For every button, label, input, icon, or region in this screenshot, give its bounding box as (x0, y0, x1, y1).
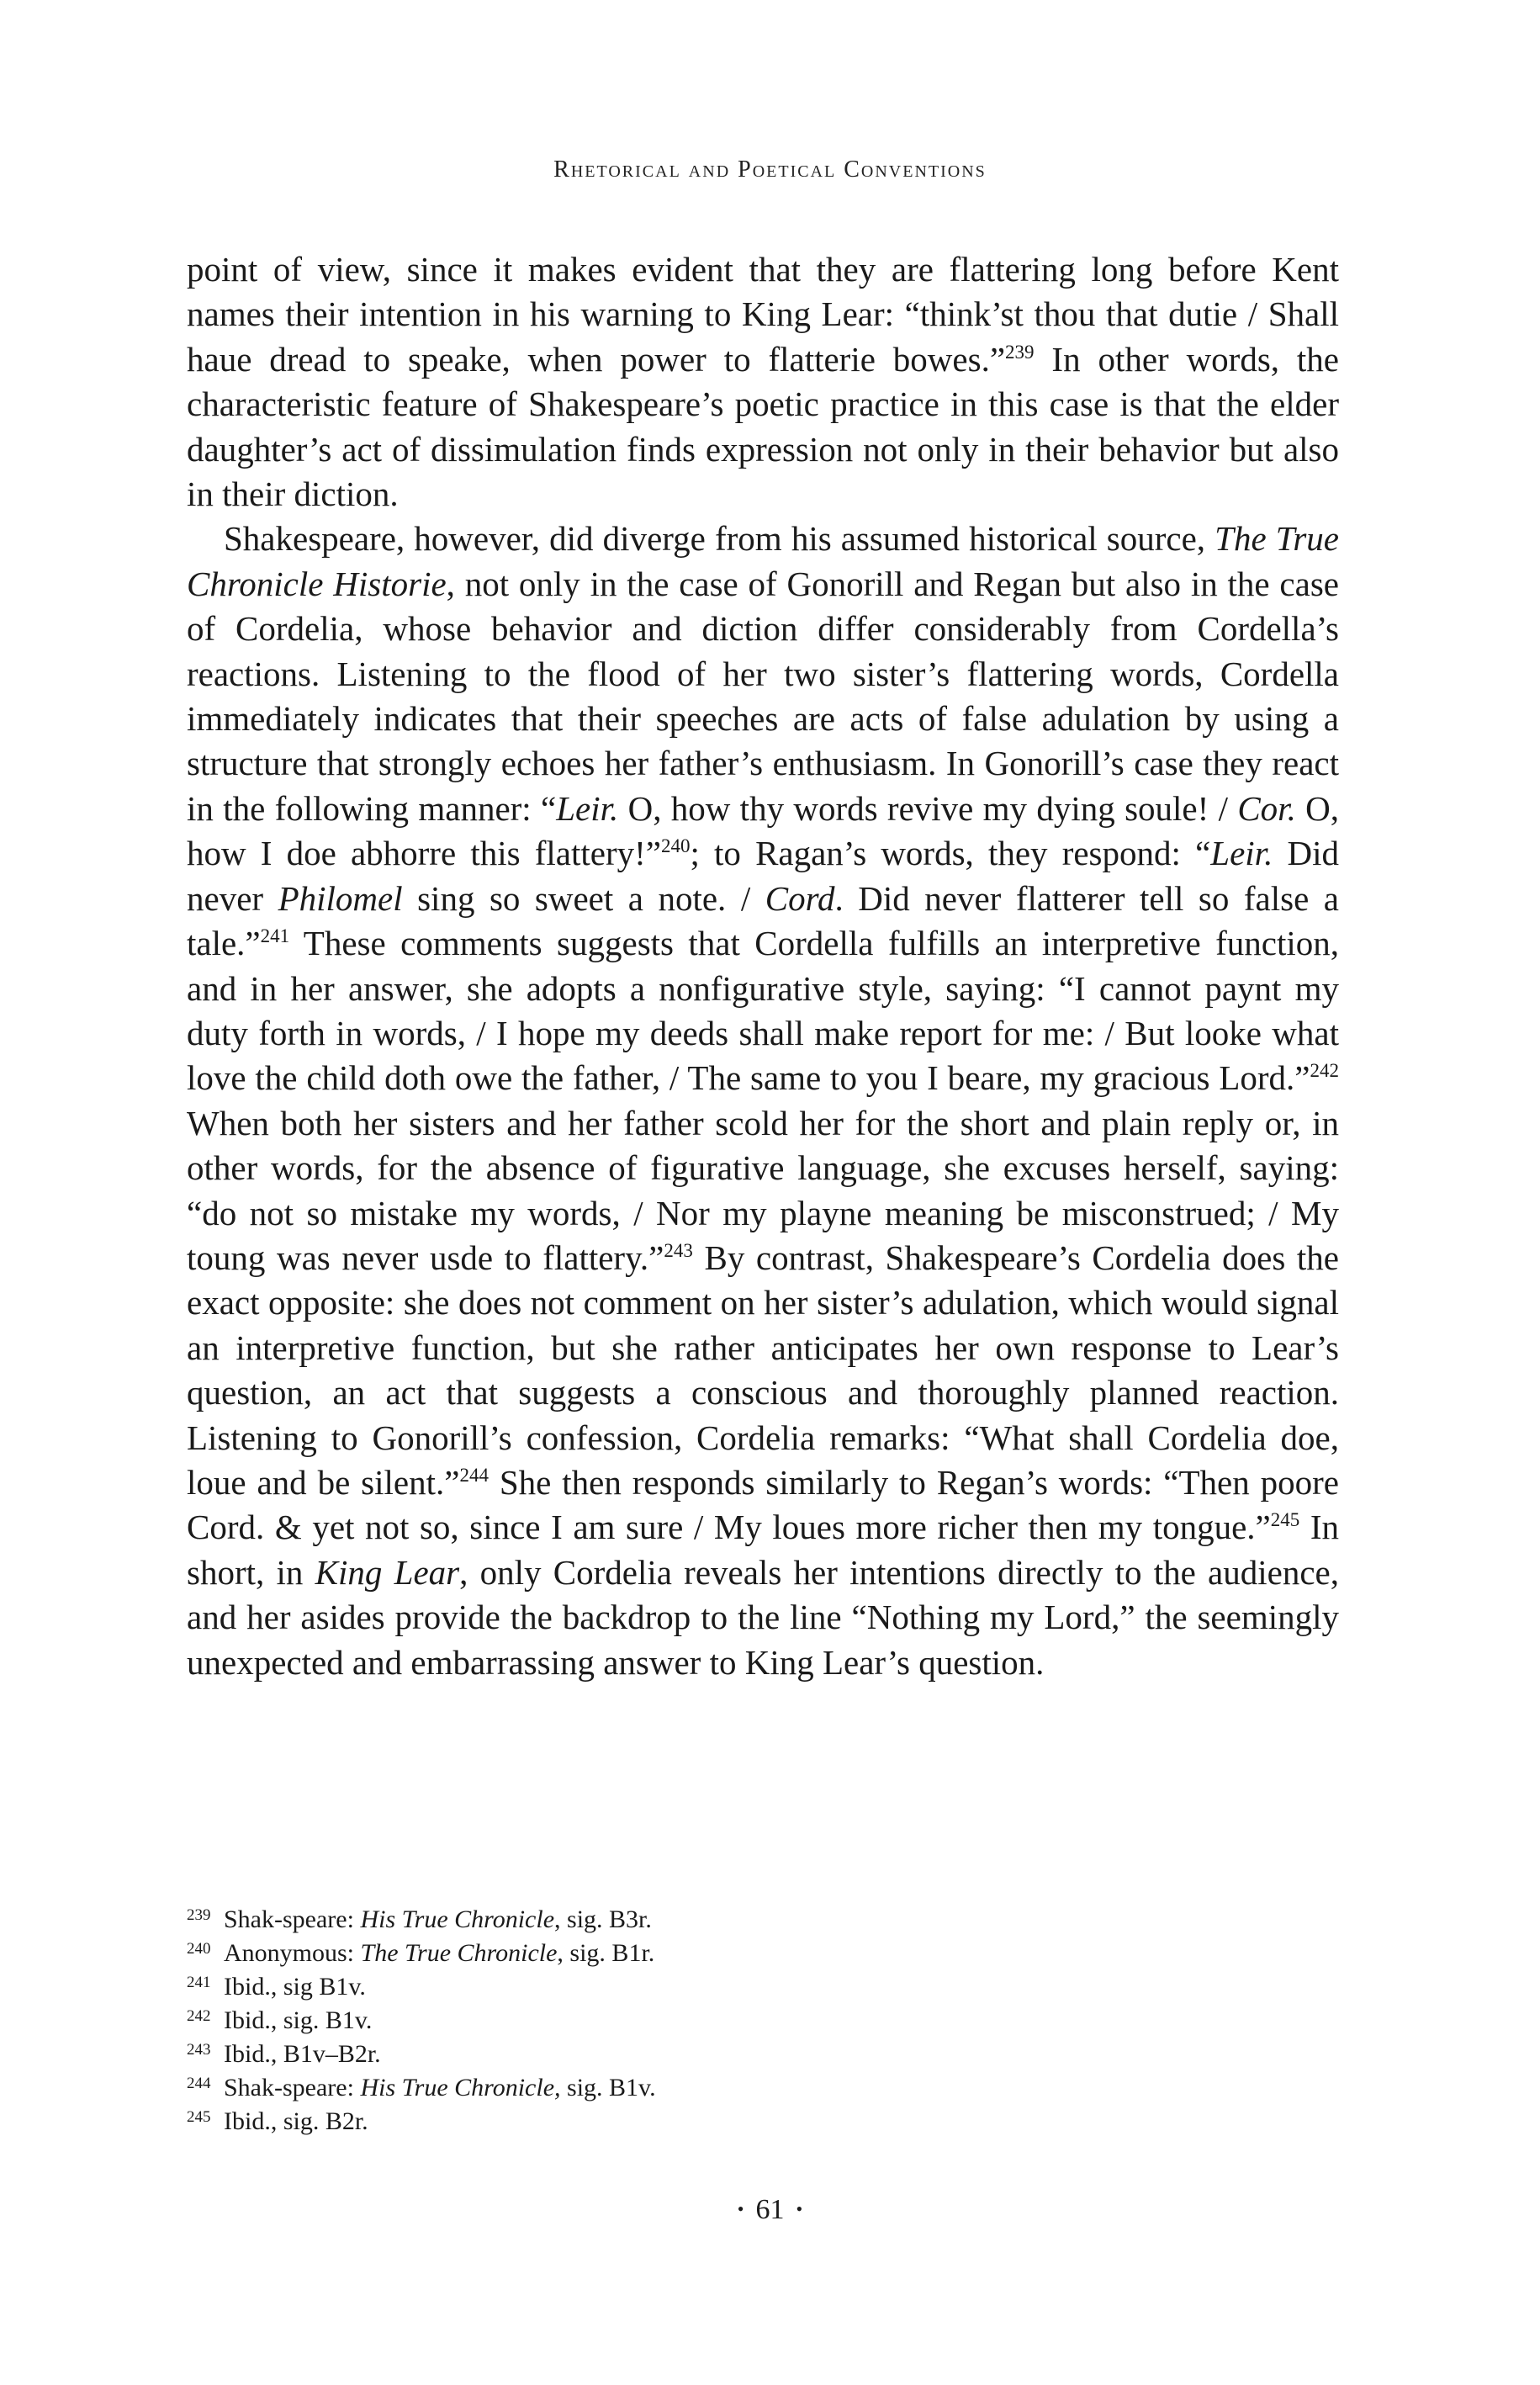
footnote-text-part: Shak-speare: (224, 1905, 361, 1933)
text-span: O, how thy words revive my dying soule! / (618, 788, 1238, 828)
text-span: When both her sisters and her father scold her for the short and plain reply or, in other words, for the absence of figurative language, she excuses herself, saying: “do not so mistake my words, / Nor my playne meaning be misconstrued; / My toung was never usde to flattery.” (187, 1103, 1339, 1277)
footnote (187, 1937, 1339, 1970)
main-text (187, 247, 1339, 1685)
footnote-ref: 243 (664, 1239, 693, 1261)
footnote (187, 1903, 1339, 1937)
footnote (187, 2071, 1339, 2105)
footnote-ref: 241 (260, 925, 290, 947)
text-span: In short, in (187, 1508, 1339, 1592)
footnote (187, 2038, 1339, 2071)
footnote-ref: 244 (459, 1464, 489, 1486)
text-span: ; to Ragan’s words, they respond: “ (690, 834, 1211, 873)
footnote-text (224, 1970, 366, 2004)
text-span: O, how I doe abhorre this flattery!” (187, 788, 1340, 873)
footnote-italic: His True Chronicle (360, 1905, 555, 1933)
footnote-text (224, 1937, 654, 1970)
footnote-italic: The True Chronicle (360, 1939, 558, 1967)
footnote-italic: His True Chronicle, (360, 2074, 561, 2101)
speaker-label: Leir. (1210, 834, 1273, 873)
text-span: . Did never flatterer tell so false a tale.” (187, 878, 1339, 963)
footnote-ref: 239 (1005, 341, 1035, 363)
footnote-text (224, 1903, 652, 1937)
footnote-number: 240 (187, 1940, 211, 1958)
footnote-number: 245 (187, 2108, 211, 2126)
footnote-text-part: , sig. B3r. (554, 1905, 652, 1933)
italic-name: Philomel (278, 878, 403, 918)
footnote-ref: 245 (1270, 1509, 1300, 1531)
speaker-label: Cor. (1237, 788, 1296, 828)
paragraph-1 (187, 247, 1339, 517)
text-span: sing so sweet a note. / (402, 878, 765, 918)
footnote-text-part: Ibid., sig B1v. (224, 1973, 366, 2001)
italic-title: King Lear (315, 1552, 460, 1592)
page-number-value: 61 (755, 2194, 785, 2225)
footnote-text (224, 2071, 656, 2105)
text-span: In other words, the characteristic feature of Shakespeare’s poetic practice in this case is that the elder daughter’s act of dissimulation finds expression not only in their behavior but also in their diction. (187, 339, 1340, 514)
footnote-text (224, 2038, 381, 2071)
text-span: These comments suggests that Cordella fulfills an interpretive function, and in her answer, she adopts a nonfigurative style, saying: “I cannot paynt my duty forth in words, / I hope my deeds shall make report for me: / But looke what love the child doth owe the father, / The same to you I beare, my gracious Lord.” (187, 924, 1339, 1098)
footnotes (187, 1903, 1339, 2139)
footnote-ref: 242 (1310, 1060, 1339, 1082)
footnote-number: 244 (187, 2075, 211, 2092)
footnote-text-part: Shak-speare: (224, 2074, 361, 2101)
text-span: point of view, since it makes evident that they are flattering long before Kent names their intention in his warning to King Lear: “think’st thou that dutie / Shall haue dread to speake, when power to flatterie bowes.” (187, 250, 1339, 379)
footnote-text (224, 2004, 372, 2038)
footnote-text-part: sig. B1v. (560, 2074, 656, 2101)
footnote-text-part: Ibid., sig. B1v. (224, 2006, 373, 2034)
running-head: Rhetorical and Poetical Conventions (553, 156, 987, 183)
bullet-ornament: • (796, 2198, 803, 2219)
footnote-text-part: Anonymous: (224, 1939, 361, 1967)
footnote-text-part: Ibid., B1v–B2r. (224, 2040, 381, 2068)
footnote-text-part: Ibid., sig. B2r. (224, 2107, 368, 2135)
text-span: By contrast, Shakespeare’s Cordelia does the exact opposite: she does not comment on her sister’s adulation, which would signal an interpretive function, but she rather anticipates her own response to Lear’s question, an act that suggests a conscious and thoroughly planned reaction. Listening to Gonorill’s confession, Cordelia remarks: “What shall Cordelia doe, loue and be silent.” (187, 1238, 1339, 1502)
page-number (0, 2194, 1540, 2226)
footnote-number: 239 (187, 1906, 211, 1924)
speaker-label: Leir. (556, 788, 619, 828)
text-span: Did never (187, 834, 1339, 918)
footnote-number: 243 (187, 2041, 211, 2059)
text-span: , not only in the case of Gonorill and Regan but also in the case of Cordelia, whose behavior and diction differ considerably from Cordella’s reactions. Listening to the flood of her two sister’s flattering words, Cordella immediately indicates that their speeches are acts of false adulation by using a structure that strongly echoes her father’s enthusiasm. In Gonorill’s case they react in the following manner: “ (187, 564, 1339, 828)
paragraph-2 (187, 517, 1339, 1685)
footnote-ref: 240 (660, 835, 691, 857)
bullet-ornament: • (737, 2198, 744, 2219)
footnote (187, 2004, 1339, 2038)
text-span: She then responds similarly to Regan’s words: “Then poore Cord. & yet not so, since I am sure / My loues more richer then my tongue.” (187, 1462, 1339, 1547)
footnote-text-part: , sig. B1r. (557, 1939, 655, 1967)
footnote-number: 241 (187, 1974, 211, 1991)
footnote (187, 2105, 1339, 2139)
text-span: , only Cordelia reveals her intentions directly to the audience, and her asides provide the backdrop to the line “Nothing my Lord,” the seemingly unexpected and embarrassing answer to King Lear’s question. (187, 1552, 1339, 1682)
italic-title: The True Chronicle Historie (187, 519, 1339, 603)
text-span: Shakespeare, however, did diverge from his assumed historical source, (224, 519, 1215, 559)
footnote-text (224, 2105, 368, 2139)
speaker-label: Cord (765, 878, 835, 918)
footnote-number: 242 (187, 2007, 211, 2025)
footnote (187, 1970, 1339, 2004)
